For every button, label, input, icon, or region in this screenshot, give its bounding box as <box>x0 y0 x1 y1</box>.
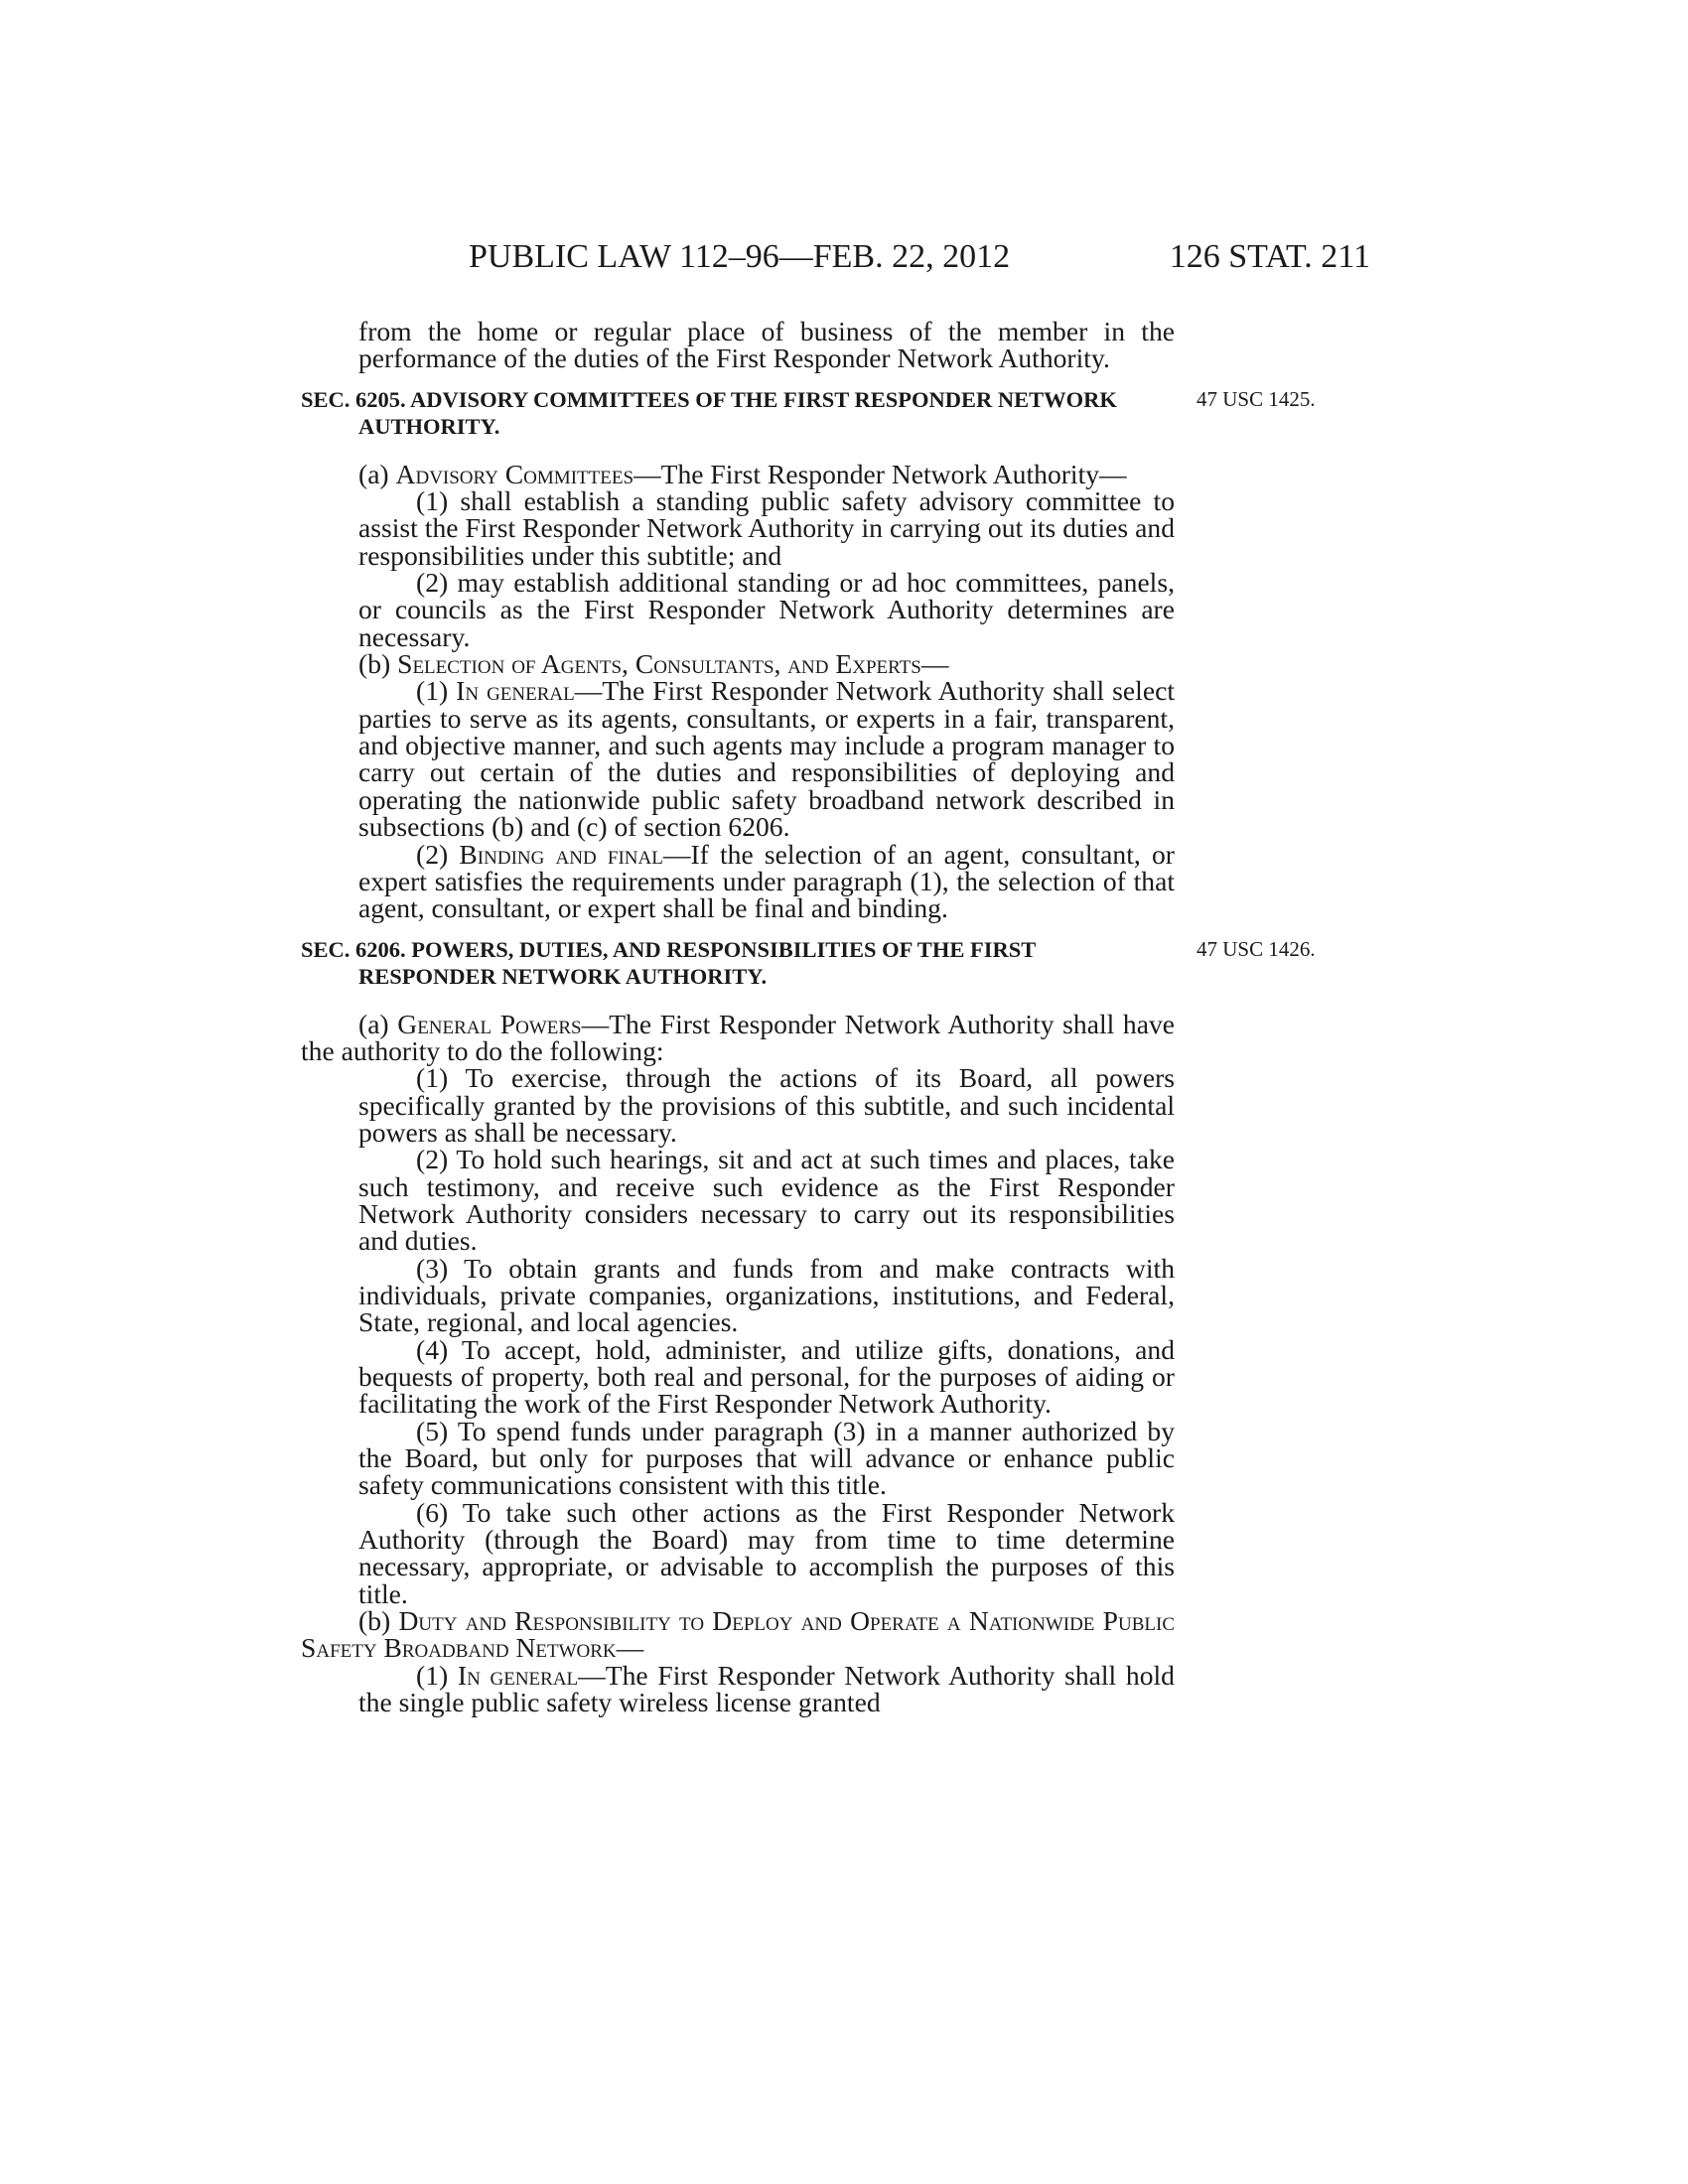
section-6206-a-item-2: (2) To hold such hearings, sit and act at such times and places, take such testimony, and receive such evidence as the First Responder Network Authority considers necessary to carry out its responsibilities and duties. <box>358 1144 1175 1257</box>
section-6206-subsection-a <box>301 1008 1175 1066</box>
subsection-text: — <box>616 1632 644 1664</box>
section-6206-subsection-b <box>301 1607 1175 1662</box>
section-6205-b-item-2 <box>301 838 1175 924</box>
section-6206-a-item-4: (4) To accept, hold, administer, and utilize gifts, donations, and bequests of property, both real and personal, for the purposes of aiding or facilitating the work of the First Responder Network Authority. <box>358 1333 1175 1420</box>
paragraph-text: —The First Responder Network Authority shall hold the single public safety wireless license granted <box>358 1659 1175 1718</box>
section-6205-a-item-1: (1) shall establish a standing public safety advisory committee to assist the First Responder Network Authority in carrying out its duties and responsibilities under this subtitle; and <box>358 485 1175 571</box>
subsection-label: (a) <box>358 1008 389 1039</box>
document-body <box>301 316 1316 1718</box>
section-6206-a-item-3: (3) To obtain grants and funds from and make contracts with individuals, private companies, organizations, institutions, and Federal, State, regional, and local agencies. <box>358 1252 1175 1338</box>
subsection-heading: Advisory Committees <box>395 458 634 489</box>
paragraph-label: (1) <box>416 675 449 707</box>
subsection-text: —The First Responder Network Authority— <box>633 458 1127 489</box>
subsection-text: — <box>920 648 949 680</box>
paragraph-label: (1) <box>416 1659 449 1691</box>
section-6206-title: POWERS, DUTIES, AND RESPONSIBILITIES OF THE FIRST RESPONDER NETWORK AUTHORITY. <box>358 936 1036 989</box>
subsection-text: —The First Responder Network Authority shall have the authority to do the following: <box>301 1008 1175 1066</box>
section-6205-title: ADVISORY COMMITTEES OF THE FIRST RESPONDER NETWORK AUTHORITY. <box>358 386 1117 439</box>
page-header <box>298 238 1370 288</box>
section-6205-subsection-b <box>301 648 1175 680</box>
paragraph-heading: In general <box>457 1659 579 1691</box>
section-6206-number: SEC. 6206. <box>301 936 406 962</box>
section-6206-b-item-1 <box>301 1659 1175 1718</box>
running-header-stat-page: 126 STAT. 211 <box>1169 238 1370 275</box>
section-6205-heading <box>301 386 1316 440</box>
paragraph-text: —The First Responder Network Authority shall select parties to serve as its agents, consultants, or experts in a fair, transparent, and objective manner, and such agents may include a program manager to carry out certain of the duties and responsibilities of deploying and operating the nationwide public safety broadband network described in subsections (b) and (c) of section 6206. <box>358 675 1175 843</box>
section-6205-b-item-1 <box>301 675 1175 843</box>
running-header-law: PUBLIC LAW 112–96—FEB. 22, 2012 <box>469 238 1011 275</box>
section-6206-a-item-6: (6) To take such other actions as the First Responder Network Authority (through the Board) may from time to time determine necessary, appropriate, or advisable to accomplish the purposes of this title. <box>358 1496 1175 1609</box>
section-6206-a-item-5: (5) To spend funds under paragraph (3) in a manner authorized by the Board, but only for purposes that will advance or enhance public safety communications consistent with this title. <box>358 1415 1175 1501</box>
subsection-label: (a) <box>358 458 389 489</box>
paragraph-text: —If the selection of an agent, consultant, or expert satisfies the requirements under paragraph (1), the selection of that agent, consultant, or expert shall be final and binding. <box>358 838 1175 924</box>
subsection-heading: Duty and Responsibility to Deploy and Operate a Nationwide Public Safety Broadband Network <box>301 1605 1175 1664</box>
subsection-heading: Selection of Agents, Consultants, and Experts <box>397 648 921 680</box>
section-6206-a-item-1: (1) To exercise, through the actions of its Board, all powers specifically granted by the provisions of this subtitle, and such incidental powers as shall be necessary. <box>358 1062 1175 1148</box>
paragraph-label: (2) <box>416 838 449 870</box>
section-6206-usc-note: 47 USC 1426. <box>1196 936 1316 961</box>
section-6205-usc-note: 47 USC 1425. <box>1196 386 1316 411</box>
subsection-heading: General Powers <box>397 1008 582 1039</box>
paragraph-heading: In general <box>456 675 575 707</box>
continued-paragraph: from the home or regular place of business of the member in the performance of the duties of the First Responder Network Authority. <box>358 316 1175 374</box>
section-6205-subsection-a <box>301 458 1175 489</box>
section-6206-heading <box>301 936 1316 990</box>
section-6205-number: SEC. 6205. <box>301 386 406 412</box>
section-6205-a-item-2: (2) may establish additional standing or ad hoc committees, panels, or councils as the First Responder Network Authority determines are necessary. <box>358 567 1175 652</box>
paragraph-heading: Binding and final <box>459 838 663 870</box>
subsection-label: (b) <box>358 1605 391 1637</box>
subsection-label: (b) <box>358 648 391 680</box>
